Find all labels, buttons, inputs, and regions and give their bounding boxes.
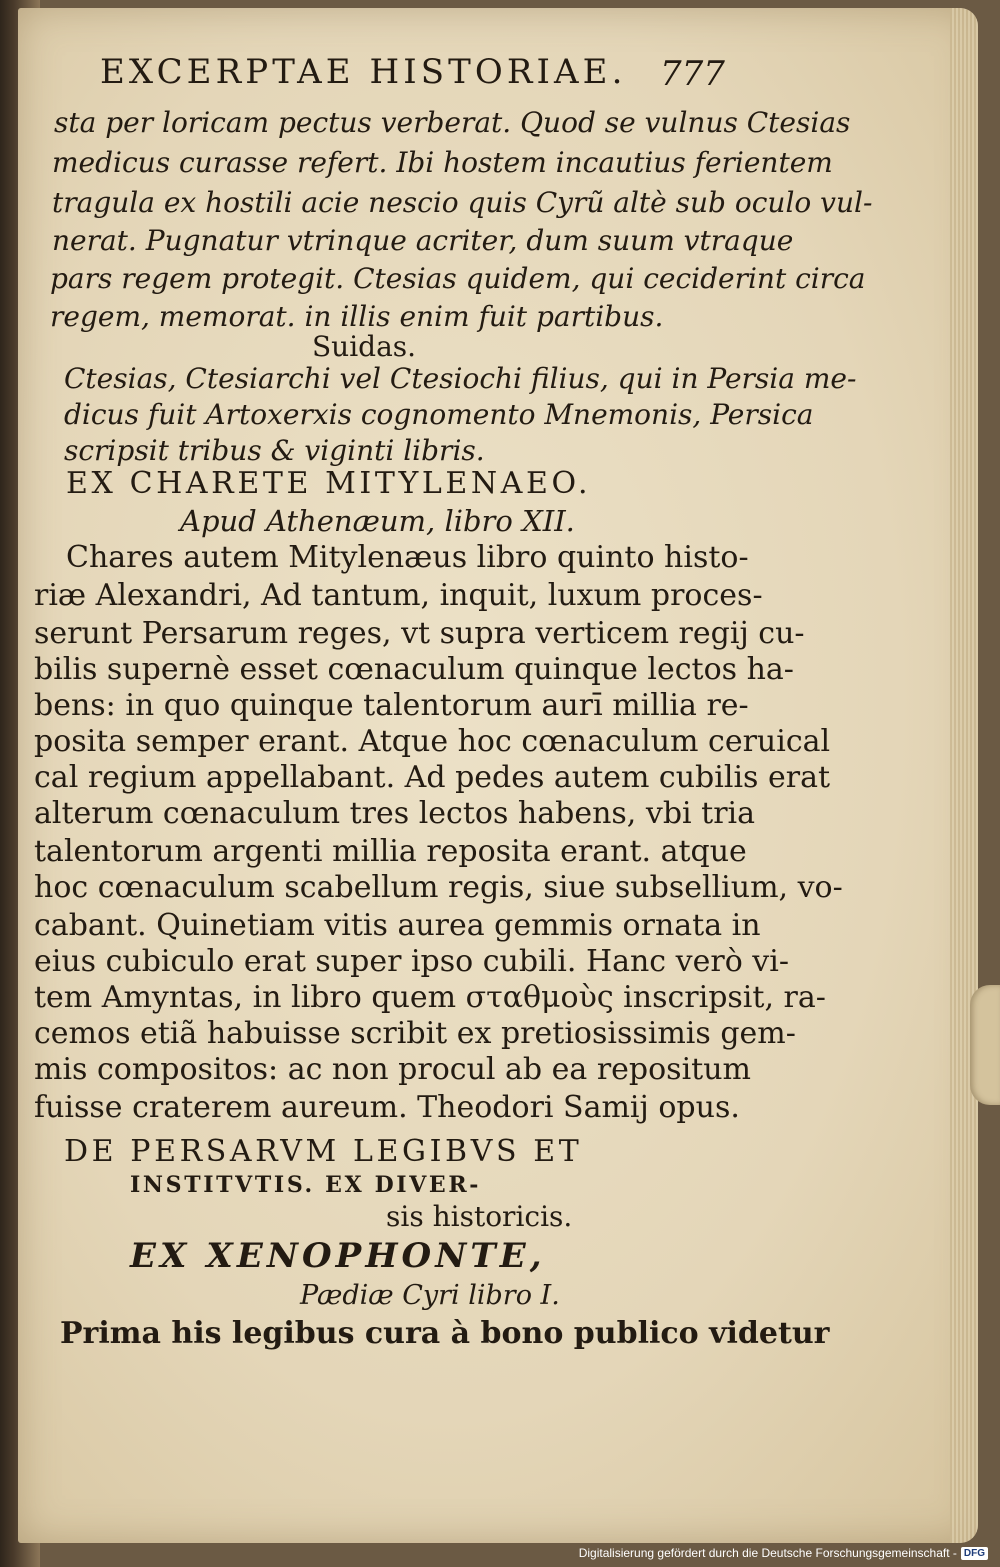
page-number: 777 — [660, 54, 725, 94]
text-line: scripsit tribus & viginti libris. — [64, 434, 485, 467]
running-title: EXCERPTAE HISTORIAE. — [100, 52, 627, 92]
credit-text: Digitalisierung gefördert durch die Deutsche Forschungsgemeinschaft - — [578, 1546, 957, 1560]
text-line: tem Amyntas, in libro quem σταθμοὺς inscripsit, ra- — [34, 980, 826, 1015]
text-line: riæ Alexandri, Ad tantum, inquit, luxum proces- — [34, 578, 763, 613]
section-heading-institutis: INSTITVTIS. EX DIVER- — [130, 1172, 482, 1198]
text-line: Prima his legibus cura à bono publico videtur — [60, 1316, 830, 1351]
text-line: dicus fuit Artoxerxis cognomento Mnemonis, Persica — [64, 398, 814, 431]
text-line: Chares autem Mitylenæus libro quinto histo- — [66, 540, 749, 575]
text-line: bilis supernè esset cœnaculum quinque lectos ha- — [34, 652, 794, 687]
dfg-logo: DFG — [961, 1547, 988, 1560]
text-line: mis compositos: ac non procul ab ea repositum — [34, 1052, 751, 1087]
text-line: cabant. Quinetiam vitis aurea gemmis ornata in — [34, 908, 761, 943]
section-heading-charete: EX CHARETE MITYLENAEO. — [66, 466, 592, 501]
text-line: bens: in quo quinque talentorum aurī millia re- — [34, 688, 749, 723]
text-line: nerat. Pugnatur vtrinque acriter, dum suum vtraque — [52, 224, 794, 257]
text-line: fuisse craterem aureum. Theodori Samij opus. — [34, 1090, 740, 1125]
text-line: eius cubiculo erat super ipso cubili. Hanc verò vi- — [34, 944, 789, 979]
section-heading-xenophonte: EX XENOPHONTE, — [130, 1236, 546, 1276]
digitization-credit — [579, 1545, 988, 1561]
text-line: talentorum argenti millia reposita erant. atque — [34, 834, 747, 869]
text-line: Ctesias, Ctesiarchi vel Ctesiochi filius, qui in Persia me- — [64, 362, 857, 395]
text-line: hoc cœnaculum scabellum regis, siue subsellium, vo- — [34, 870, 843, 905]
section-heading-suidas: Suidas. — [312, 330, 417, 363]
text-line: posita semper erant. Atque hoc cœnaculum ceruical — [34, 724, 831, 759]
section-subheading-paedia: Pædiæ Cyri libro I. — [300, 1280, 560, 1311]
text-line: tragula ex hostili acie nescio quis Cyrũ altè sub oculo vul- — [52, 186, 873, 219]
text-line: regem, memorat. in illis enim fuit partibus. — [50, 300, 664, 333]
text-line: pars regem protegit. Ctesias quidem, qui ceciderint circa — [50, 262, 866, 295]
section-heading-historicis: sis historicis. — [386, 1200, 573, 1233]
text-line: cemos etiã habuisse scribit ex pretiosissimis gem- — [34, 1016, 796, 1051]
section-subheading-athenaeum: Apud Athenæum, libro XII. — [180, 504, 575, 538]
section-heading-persarum: DE PERSARVM LEGIBVS ET — [64, 1134, 583, 1169]
text-line: medicus curasse refert. Ibi hostem incautius ferientem — [52, 146, 833, 179]
text-line: serunt Persarum reges, vt supra verticem regij cu- — [34, 616, 805, 651]
text-line: cal regium appellabant. Ad pedes autem cubilis erat — [34, 760, 831, 795]
text-line: sta per loricam pectus verberat. Quod se vulnus Ctesias — [54, 106, 851, 139]
text-line: alterum cœnaculum tres lectos habens, vbi tria — [34, 796, 756, 831]
